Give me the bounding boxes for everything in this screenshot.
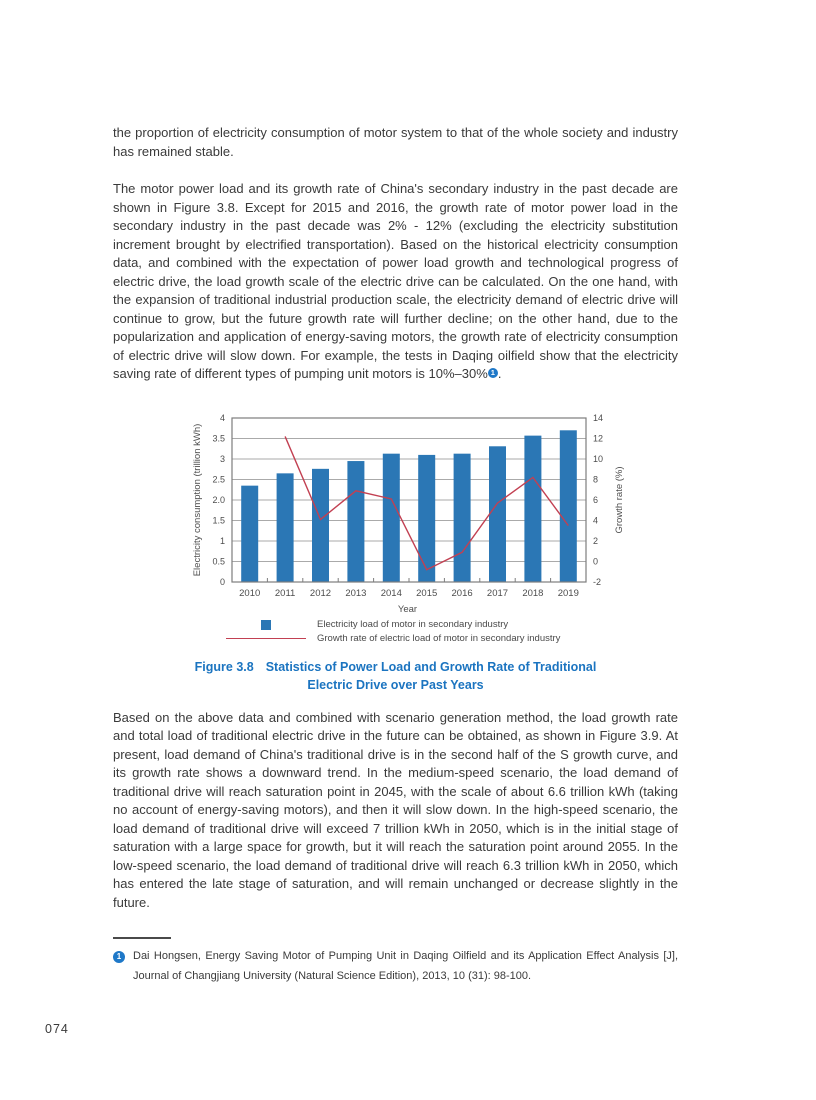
figure-caption-line2: Electric Drive over Past Years [307,677,484,692]
figure-caption [113,658,678,694]
right-axis-tick-label: -2 [593,576,602,587]
line-series-swatch-icon [226,638,306,639]
body-paragraph-1: the proportion of electricity consumption of motor system to that of the whole society and industry has remained stable. [113,125,678,159]
figure-3-8 [113,408,678,694]
right-axis-tick-label: 0 [593,556,599,566]
legend-item-growth-rate [221,632,630,646]
left-axis-tick-label: 1.5 [212,515,225,525]
body-paragraph-2-period: . [497,366,502,381]
body-paragraph-2-text: The motor power load and its growth rate of China's secondary industry in the past decade are shown in Figure 3.8. Except for 2015 and 2016, the growth rate of motor power load in the secondary industry in the past decade was 2% - 12% (excluding the electricity substitution increment brought by electrified transportation). Based on the historical electricity consumption data, and combined with the expectation of power load growth and technological progress of electric drive, the load growth scale of the electric drive can be calculated. On the one hand, with the expansion of traditional industrial production scale, the electricity demand of electric drive will continue to grow, but the future growth rate will further decline; on the other hand, due to the popularization and application of energy-saving motors, the growth rate of electricity consumption of electric drive will slow down. For example, the tests in Daqing oilfield show that the electricity saving rate of different types of pumping unit motors is 10%–30% [113,181,678,381]
bar-2017 [489,446,506,582]
x-axis-label-2016: 2016 [451,587,473,599]
right-axis-tick-label: 12 [593,433,604,443]
left-axis-title: Electricity consumption (trillion kWh) [192,423,203,576]
bar-2013 [347,461,364,582]
bar-2018 [524,435,541,581]
left-axis-tick-label: 3 [219,453,225,464]
right-axis-tick-label: 14 [593,412,604,423]
bar-series-swatch-icon [261,620,271,630]
right-axis-tick-label: 6 [593,494,599,505]
chart-area [185,408,630,646]
left-axis-tick-label: 0.5 [212,556,225,566]
left-axis-tick-label: 2.5 [212,474,225,484]
text-column [113,0,678,986]
footnote-block [113,937,678,986]
x-axis-label-2018: 2018 [522,587,544,599]
left-axis-tick-label: 2.0 [212,494,225,505]
footnote-citation: Dai Hongsen, Energy Saving Motor of Pumping Unit in Daqing Oilfield and its Application Effect Analysis [J], Journal of Changjiang University (Natural Science Edition), 2013, 10 (31): 98-100. [133,950,678,982]
bar-2019 [560,430,577,582]
right-axis-tick-label: 4 [593,515,599,525]
bar-2012 [312,468,329,581]
right-axis-tick-label: 8 [593,474,599,484]
x-axis-label-2019: 2019 [557,587,579,599]
legend-item-electricity-load [221,618,630,632]
x-axis-label-2012: 2012 [309,587,332,599]
body-paragraph-3: Based on the above data and combined with scenario generation method, the load growth rate and total load of traditional electric drive in the future can be obtained, as shown in Figure 3.9. At present, load demand of China's traditional drive is in the second half of the S growth curve, and its growth rate shows a downward trend. In the medium-speed scenario, the load demand of traditional drive will reach saturation point in 2045, with the scale of about 6.6 trillion kWh (taking no account of energy-saving motors), and then it will slow down. In the high-speed scenario, the load demand of traditional drive will exceed 7 trillion kWh in 2050, which is in the initial stage of saturation with a large space for growth, but it will reach the saturation point around 2055. In the low-speed scenario, the load demand of traditional drive will reach 6.3 trillion kWh in 2050, which has entered the late stage of saturation, and will remain unchanged or decrease slightly in the future. [113,709,678,910]
bar-2016 [454,453,471,581]
legend-marker-cell [221,638,311,639]
x-axis-label-2015: 2015 [416,587,438,599]
x-axis-label-2017: 2017 [486,587,509,599]
footnote-marker: 1 [113,951,125,963]
x-axis-label-2010: 2010 [239,587,261,599]
figure-caption-title: Statistics of Power Load and Growth Rate of Traditional [265,659,597,674]
left-axis-tick-label: 0 [219,576,225,587]
page-number: 074 [45,1022,69,1036]
footnote-separator [113,937,171,939]
bar-2014 [383,453,400,581]
legend-label-growth-rate: Growth rate of electric load of motor in secondary industry [317,633,561,644]
chart-x-axis-title: Year [397,603,418,615]
bar-2015 [418,454,435,581]
x-axis-label-2014: 2014 [380,587,402,599]
right-axis-title: Growth rate (%) [614,465,625,534]
legend-marker-cell [221,620,311,630]
x-axis-label-2013: 2013 [345,587,367,599]
bar-2011 [277,473,294,582]
chart-legend [221,618,630,646]
legend-label-electricity-load: Electricity load of motor in secondary industry [317,619,509,630]
figure-number: Figure 3.8 [194,659,254,674]
figure-caption-line1 [113,658,678,676]
right-axis-tick-label: 10 [593,453,604,464]
body-paragraph-2 [113,180,678,384]
x-axis-label-2011: 2011 [274,587,296,599]
left-axis-tick-label: 1 [219,535,225,546]
footnote-reference-marker: 1 [488,368,498,378]
bar-line-chart [185,408,630,604]
left-axis-tick-label: 3.5 [212,433,225,443]
right-axis-tick-label: 2 [593,535,599,546]
footnote [113,947,678,986]
left-axis-tick-label: 4 [219,412,225,423]
bar-2010 [241,485,258,581]
